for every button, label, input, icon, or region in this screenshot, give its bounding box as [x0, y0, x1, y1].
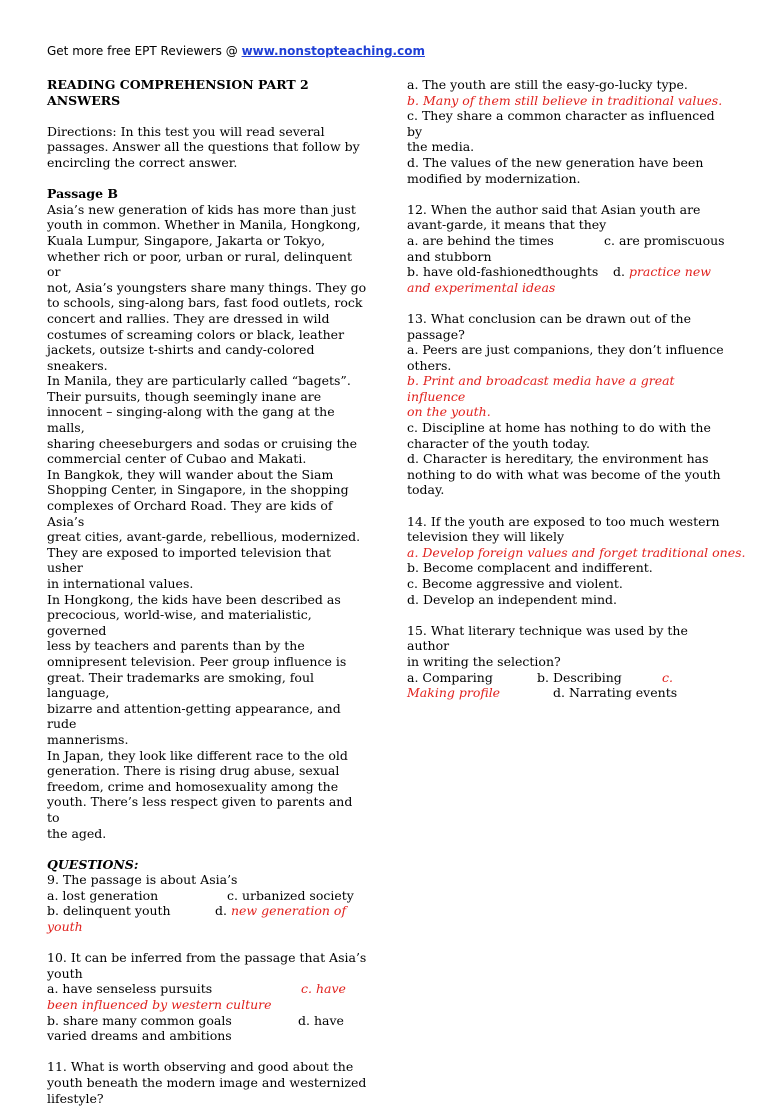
option-d[interactable]: d. The values of the new generation have been: [407, 154, 704, 170]
question-stem: 9. The passage is about Asia’s: [47, 872, 238, 888]
option-d[interactable]: d. Character is hereditary, the environment has: [407, 451, 709, 467]
passage-line: In Japan, they look like different race to the old: [47, 747, 348, 763]
question-stem: youth beneath the modern image and westernized: [47, 1075, 367, 1090]
passage-line: In Manila, they are particularly called “bagets”.: [47, 373, 351, 389]
option-b[interactable]: b. share many common goals: [47, 1012, 232, 1028]
question-stem: avant-garde, it means that they: [407, 217, 607, 233]
passage-line: youth in common. Whether in Manila, Hongkong,: [47, 217, 361, 233]
questions-label: QUESTIONS:: [47, 856, 139, 872]
document-title: READING COMPREHENSION PART 2 ANSWERS: [47, 77, 309, 108]
right-column: [407, 77, 746, 701]
option-d-prefix: d.: [215, 903, 227, 919]
passage-label: Passage B: [47, 186, 118, 202]
option-c-answer[interactable]: c.: [662, 669, 673, 685]
option-d-prefix: d.: [613, 264, 625, 280]
option-d[interactable]: [215, 903, 346, 919]
passage-line: Kuala Lumpur, Singapore, Jakarta or Tokyo,: [47, 232, 326, 248]
answer-text: Making profile: [407, 685, 501, 701]
option-c[interactable]: c. are promiscuous: [604, 232, 725, 248]
option-b[interactable]: b. Describing: [537, 669, 622, 685]
passage-line: innocent – singing-along with the gang at the malls,: [47, 404, 335, 436]
question-13: [407, 311, 725, 498]
option-a[interactable]: a. lost generation: [47, 887, 159, 903]
site-link[interactable]: www.nonstopteaching.com: [241, 44, 425, 58]
passage-line: to schools, sing-along bars, fast food outlets, rock: [47, 295, 363, 311]
passage-line: Shopping Center, in Singapore, in the shopping: [47, 482, 349, 498]
option-c-cont: and stubborn: [407, 248, 492, 264]
answer-text: youth: [47, 919, 83, 935]
question-15: [407, 623, 725, 701]
passage-line: youth. There’s less respect given to parents and to: [47, 794, 353, 825]
passage-line: commercial center of Cubao and Makati.: [47, 451, 307, 467]
question-stem: passage?: [407, 326, 465, 342]
passage-line: not, Asia’s youngsters share many things. They go: [47, 279, 367, 295]
option-b-answer[interactable]: b. Many of them still believe in traditional values.: [407, 92, 723, 108]
passage-line: mannerisms.: [47, 731, 129, 747]
passage-line: great cities, avant-garde, rebellious, modernized.: [47, 529, 361, 545]
question-stem: 13. What conclusion can be drawn out of the: [407, 310, 691, 326]
answer-text: and experimental ideas: [407, 279, 556, 295]
question-stem: in writing the selection?: [407, 653, 561, 669]
passage-line: sharing cheeseburgers and sodas or cruising the: [47, 435, 358, 451]
question-stem: 14. If the youth are exposed to too much western: [407, 513, 720, 529]
question-stem: lifestyle?: [47, 1090, 104, 1106]
option-d[interactable]: d. have: [298, 1012, 344, 1028]
option-d[interactable]: d. Narrating events: [553, 685, 678, 701]
question-stem: 10. It can be inferred from the passage that Asia’s: [47, 950, 367, 966]
option-b[interactable]: b. have old-fashionedthoughts: [407, 264, 599, 280]
option-a-answer[interactable]: a. Develop foreign values and forget traditional ones.: [407, 544, 746, 560]
option-b[interactable]: b. delinquent youth: [47, 903, 171, 919]
option-c-answer[interactable]: c. have: [301, 981, 346, 997]
directions-line: passages. Answer all the questions that follow by: [47, 139, 360, 155]
passage-line: bizarre and attention-getting appearance, and rude: [47, 700, 341, 732]
question-stem: 11. What is worth observing and good about the: [47, 1059, 354, 1075]
option-c[interactable]: c. Discipline at home has nothing to do with the: [407, 420, 711, 436]
option-d-cont: varied dreams and ambitions: [47, 1028, 232, 1044]
option-d-cont: today.: [407, 482, 445, 498]
option-a[interactable]: a. Comparing: [407, 669, 493, 685]
option-c[interactable]: c. urbanized society: [227, 887, 354, 903]
passage-line: Their pursuits, though seemingly inane are: [47, 388, 322, 404]
page-header: [47, 44, 425, 60]
passage-line: less by teachers and parents than by the: [47, 638, 305, 654]
question-stem: 15. What literary technique was used by the author: [407, 622, 688, 654]
passage-line: Asia’s new generation of kids has more than just: [47, 201, 356, 217]
option-b-answer[interactable]: b. Print and broadcast media have a great influence: [407, 373, 675, 404]
directions: [47, 124, 367, 171]
passage-text: [47, 202, 367, 841]
passage-line: freedom, crime and homosexuality among the: [47, 778, 339, 794]
option-c[interactable]: c. Become aggressive and violent.: [407, 576, 623, 591]
option-c[interactable]: c. They share a common character as influenced by: [407, 108, 715, 139]
passage-line: in international values.: [47, 576, 194, 591]
question-11-options: [407, 77, 725, 186]
passage-line: great. Their trademarks are smoking, foul language,: [47, 669, 314, 701]
option-d[interactable]: [613, 264, 711, 280]
option-d[interactable]: d. Develop an independent mind.: [407, 591, 618, 607]
directions-line: encircling the correct answer.: [47, 154, 238, 170]
passage-line: They are exposed to imported television that usher: [47, 544, 332, 576]
option-d-cont: nothing to do with what was become of the youth: [407, 466, 721, 482]
option-c-cont: character of the youth today.: [407, 435, 590, 451]
passage-line: concert and rallies. They are dressed in wild: [47, 310, 330, 326]
option-a[interactable]: a. have senseless pursuits: [47, 981, 213, 997]
passage-line: omnipresent television. Peer group influence is: [47, 653, 347, 669]
option-a[interactable]: a. The youth are still the easy-go-lucky type.: [407, 77, 688, 92]
option-d-cont: modified by modernization.: [407, 170, 581, 186]
answer-text: on the youth.: [407, 404, 491, 420]
option-a-cont: others.: [407, 357, 452, 373]
option-a[interactable]: a. Peers are just companions, they don’t influence: [407, 342, 724, 358]
answer-text: new generation of: [226, 903, 347, 919]
question-10: [47, 950, 367, 1044]
question-9: [47, 872, 367, 934]
option-c-cont: the media.: [407, 139, 475, 155]
question-stem: youth: [47, 965, 83, 981]
question-11-stem: [47, 1059, 367, 1106]
option-b[interactable]: b. Become complacent and indifferent.: [407, 560, 653, 576]
passage-line: In Bangkok, they will wander about the Siam: [47, 466, 334, 482]
option-a[interactable]: a. are behind the times: [407, 232, 554, 248]
answer-text: practice new: [624, 264, 711, 280]
left-column: [47, 77, 367, 1106]
question-stem: television they will likely: [407, 529, 565, 545]
passage-line: In Hongkong, the kids have been described as: [47, 591, 341, 607]
question-14: [407, 513, 746, 608]
directions-line: Directions: In this test you will read several: [47, 123, 325, 139]
answer-text: been influenced by western culture: [47, 997, 272, 1013]
question-12: [407, 202, 725, 296]
passage-line: precocious, world-wise, and materialistic, governed: [47, 607, 312, 638]
passage-line: generation. There is rising drug abuse, sexual: [47, 763, 340, 779]
passage-line: costumes of screaming colors or black, leather: [47, 326, 345, 342]
passage-line: sneakers.: [47, 357, 108, 373]
header-text: Get more free EPT Reviewers @: [47, 44, 242, 58]
passage-line: jackets, outsize t-shirts and candy-colored: [47, 342, 315, 358]
passage-line: whether rich or poor, urban or rural, delinquent or: [47, 248, 352, 280]
passage-line: complexes of Orchard Road. They are kids of Asia’s: [47, 498, 333, 529]
passage-line: the aged.: [47, 825, 107, 841]
question-stem: 12. When the author said that Asian youth are: [407, 201, 701, 217]
